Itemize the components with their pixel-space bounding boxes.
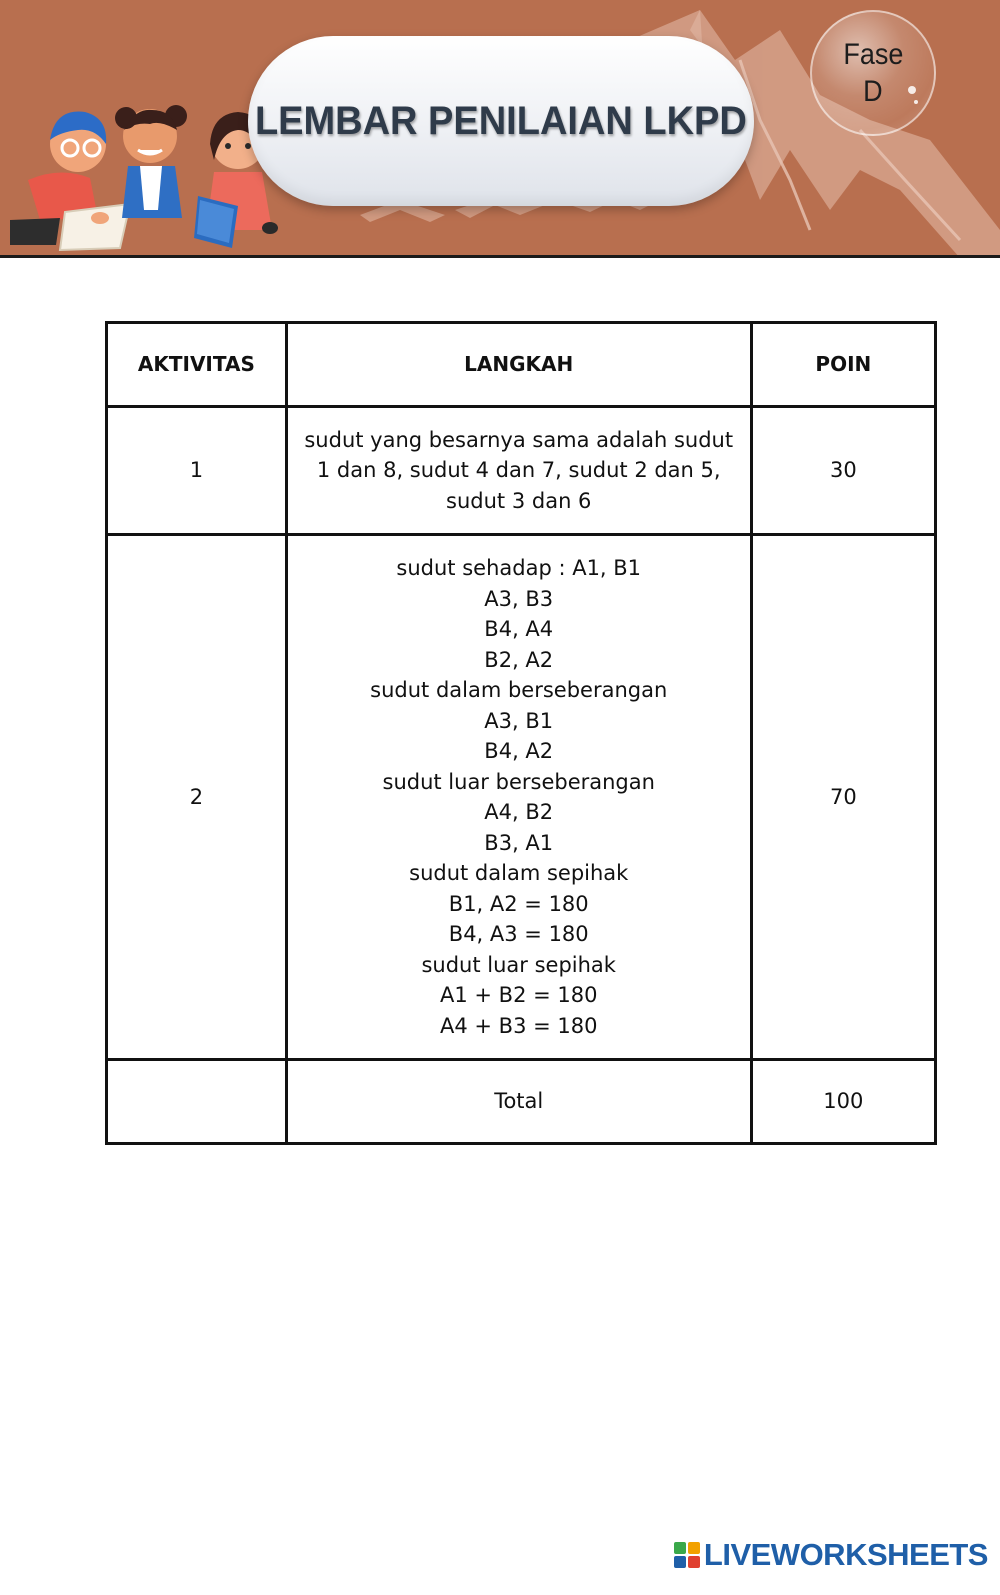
assessment-table	[105, 321, 937, 1145]
langkah-line: sudut dalam berseberangan	[370, 678, 668, 702]
table-row	[107, 535, 936, 1060]
langkah-line: sudut dalam sepihak	[409, 861, 629, 885]
fase-bubble	[810, 10, 936, 136]
langkah-line: A3, B3	[484, 586, 554, 611]
bubble-shine	[908, 86, 916, 94]
langkah-line: B4, A3 = 180	[448, 922, 589, 946]
langkah-line: A1 + B2 = 180	[439, 983, 598, 1007]
langkah-cell	[286, 407, 751, 535]
liveworksheets-brand[interactable]	[674, 1537, 988, 1573]
aktivitas-cell: 1	[107, 407, 287, 535]
table-row	[107, 407, 936, 535]
langkah-line: sudut luar berseberangan	[382, 769, 655, 794]
langkah-cell	[286, 535, 751, 1060]
table-header-row	[107, 323, 936, 407]
aktivitas-cell: 2	[107, 535, 287, 1060]
empty-cell	[107, 1060, 287, 1144]
header-banner	[0, 0, 1000, 258]
header-poin: POIN	[751, 323, 935, 407]
langkah-line: B4, A4	[484, 617, 554, 641]
poin-cell: 70	[751, 535, 935, 1060]
liveworksheets-logo-icon	[674, 1542, 700, 1568]
children-illustration	[0, 100, 290, 258]
langkah-text: sudut yang besarnya sama adalah sudut 1 dan 8, sudut 4 dan 7, sudut 2 dan 5, sudut 3 dan 6	[304, 427, 734, 513]
poin-cell: 30	[751, 407, 935, 535]
langkah-line: B3, A1	[484, 830, 554, 855]
langkah-line: sudut luar sepihak	[421, 952, 616, 977]
title-pill	[248, 36, 754, 206]
langkah-line: B2, A2	[484, 647, 554, 672]
header-langkah: LANGKAH	[286, 323, 751, 407]
langkah-line: A4 + B3 = 180	[439, 1013, 598, 1038]
total-label: Total	[286, 1060, 751, 1144]
brand-name: LIVEWORKSHEETS	[703, 1537, 988, 1572]
langkah-line: sudut sehadap : A1, B1	[396, 556, 642, 580]
langkah-line: B1, A2 = 180	[448, 891, 589, 916]
header-aktivitas: AKTIVITAS	[107, 323, 287, 407]
page-title: LEMBAR PENILAIAN LKPD	[255, 98, 747, 143]
total-row	[107, 1060, 936, 1144]
langkah-line: A3, B1	[484, 708, 554, 733]
fase-label: Fase	[842, 37, 904, 71]
langkah-line: A4, B2	[484, 800, 554, 824]
langkah-line: B4, A2	[484, 739, 554, 763]
fase-value: D	[863, 75, 883, 108]
total-value: 100	[751, 1060, 935, 1144]
bubble-shine	[914, 100, 918, 104]
